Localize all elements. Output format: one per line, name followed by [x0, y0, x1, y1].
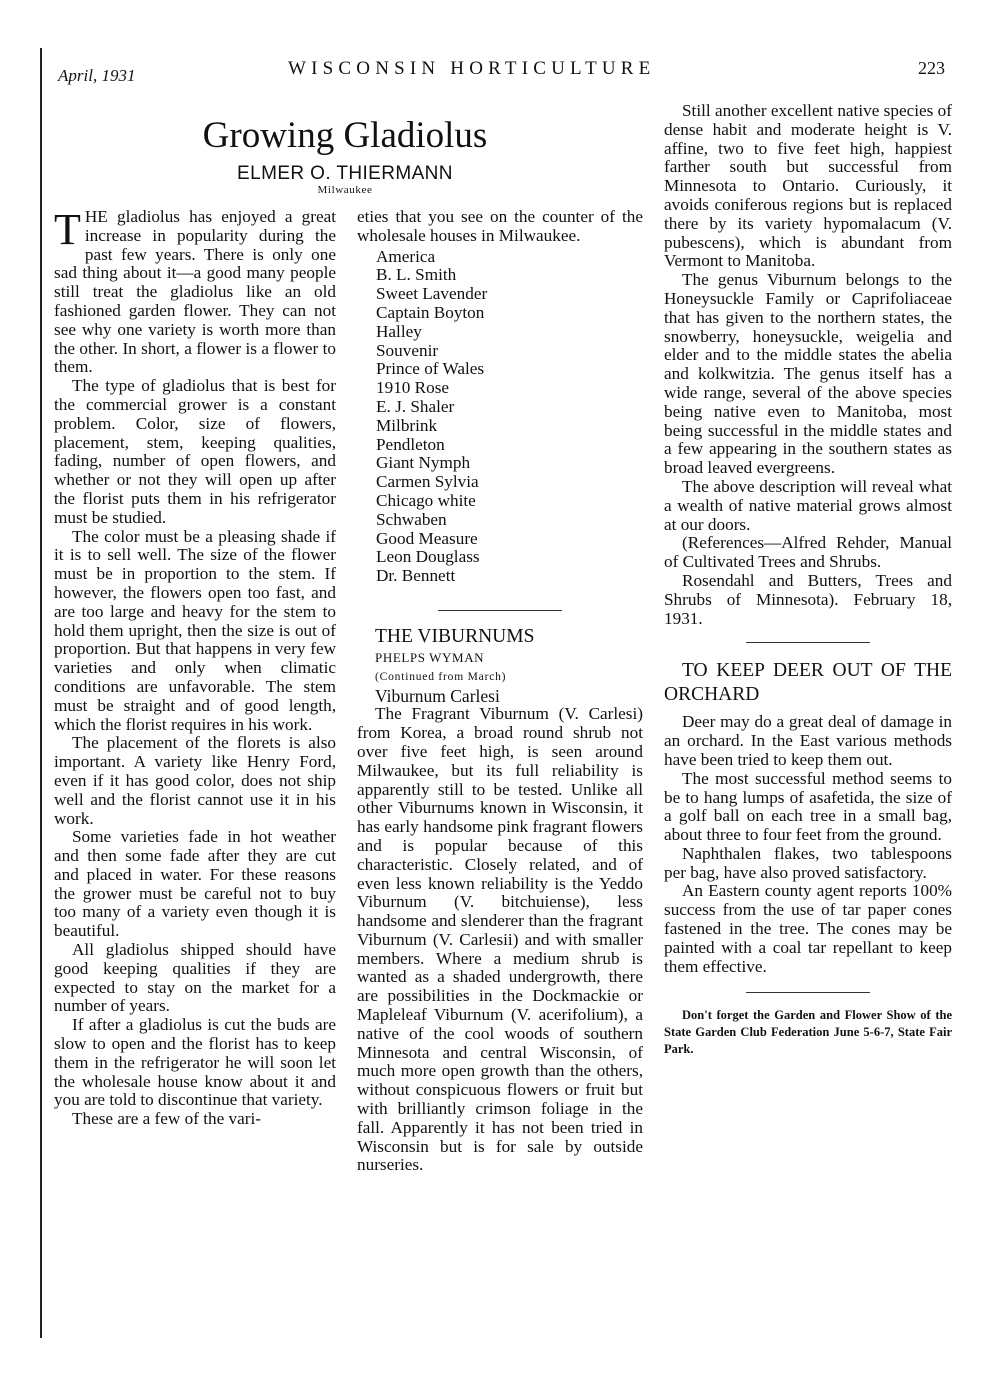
list-item: Leon Douglass	[376, 547, 480, 567]
list-item: Carmen Sylvia	[376, 472, 479, 492]
paragraph: The above description will reveal what a wealth of native material grows almost at our doors.	[664, 476, 952, 534]
column-right	[664, 102, 952, 1058]
continuation-note: (Continued from March)	[375, 670, 507, 683]
list-item: Dr. Bennett	[376, 566, 456, 586]
list-item: Prince of Wales	[376, 359, 485, 379]
list-item: B. L. Smith	[376, 265, 457, 285]
list-item: Captain Boyton	[376, 302, 485, 322]
drop-cap: T	[54, 205, 81, 254]
list-item: Halley	[376, 321, 422, 341]
section-divider	[746, 992, 870, 993]
column-left	[54, 205, 336, 1129]
paragraph: The genus Viburnum belongs to the Honeysuckle Family or Caprifoliaceae that has given to the northern states, the snowberry, honeysuckle, weigelia and elder and to the middle states the abelia and kolkwitzia. The genus itself has a wide range, several of the above species being native even to Manitoba, most being successful in the middle states and a few appearing in the southern states as broad leaved evergreens.	[664, 270, 952, 478]
list-item: Milbrink	[376, 415, 438, 435]
list-item: Sweet Lavender	[376, 284, 488, 304]
variety-list	[376, 248, 643, 586]
paragraph: An Eastern county agent reports 100% success from the use of tar paper cones fastened in the tree. The cones may be painted with a coal tar repellant to keep them effective.	[664, 881, 952, 976]
list-item: Schwaben	[376, 509, 447, 529]
list-item: Giant Nymph	[376, 453, 471, 473]
list-item: Chicago white	[376, 490, 476, 510]
issue-date: April, 1931	[58, 66, 136, 85]
paragraph: Deer may do a great deal of damage in an orchard. In the East various methods have been tried to keep them out.	[664, 712, 952, 769]
paragraph: The most successful method seems to be to hang lumps of asafetida, the size of a golf ball on each tree in a small bag, about three to four feet from the ground.	[664, 768, 952, 845]
list-item: Pendleton	[376, 434, 445, 454]
paragraph: Rosendahl and Butters, Trees and Shrubs of Minnesota). February 18, 1931.	[664, 570, 952, 628]
article-subtitle: Viburnum Carlesi	[375, 685, 500, 706]
article-title-viburnums: THE VIBURNUMS	[375, 625, 535, 647]
article-author-viburnums: PHELPS WYMAN	[375, 649, 485, 665]
journal-title: WISCONSIN HORTICULTURE	[288, 58, 656, 79]
paragraph: eties that you see on the counter of the wholesale houses in Milwaukee.	[357, 207, 643, 245]
article-title-deer: TO KEEP DEER OUT OF THE ORCHARD	[664, 660, 952, 706]
column-middle	[357, 208, 643, 1175]
paragraph: Still another excellent native species of dense habit and moderate height is V. affine, two to five feet high, happiest farther south but successful from Minnesota to Ontario. Curiously, it avoids coniferous regions but is replaced there by its variety hypomalacum (V. pubescens), which is abundant from Vermont to Manitoba.	[664, 101, 952, 271]
paragraph: The type of gladiolus that is best for the commercial grower is a constant problem. Color, size of flowers, placement, stem, keeping qualities, fading, number of open flowers, and whether or not they will open up after the florist puts them in his refrigerator must be studied.	[54, 376, 336, 527]
paragraph: All gladiolus shipped should have good keeping qualities if they are expected to stay on the market for a number of years.	[54, 940, 336, 1016]
article-title-gladiolus: Growing Gladiolus	[202, 115, 488, 156]
paragraph: The placement of the florets is also important. A variety like Henry Ford, even if it has good color, does not ship well and the florist cannot use it in his work.	[54, 733, 336, 828]
list-item: 1910 Rose	[376, 378, 450, 398]
paragraph: (References—Alfred Rehder, Manual of Cultivated Trees and Shrubs.	[664, 533, 952, 572]
paragraph: Naphthalen flakes, two tablespoons per bag, have also proved satisfactory.	[664, 843, 952, 882]
page-edge-rule	[40, 48, 42, 1338]
section-divider	[438, 610, 562, 611]
list-item: America	[376, 246, 436, 266]
paragraph: If after a gladiolus is cut the buds are slow to open and the florist has to keep them in the refrigerator he will soon let the wholesale house know about it and you are told to discontinue that variety.	[54, 1015, 336, 1110]
list-item: Good Measure	[376, 528, 478, 548]
list-item: E. J. Shaler	[376, 396, 455, 416]
paragraph: THE gladiolus has enjoyed a great increase in popularity during the past few years. There is only one sad thing about it—a good many people still treat the gladiolus like an old fashioned garden flower. They can not see why one variety is worth more than the other. In short, a flower is a flower to them.	[54, 205, 336, 377]
article-location: Milwaukee	[317, 184, 373, 196]
article-author-gladiolus: ELMER O. THIERMANN	[237, 163, 453, 184]
paragraph: The color must be a pleasing shade if it is to sell well. The size of the flower must be in proportion to the stem. If however, the flowers open too fast, and are too large and heavy for the stem to hold them upright, then the size is out of proportion. But that happens in very few varieties and only when climatic conditions are unfavorable. The stem must be straight and of good length, which the florist requires in his work.	[54, 526, 336, 734]
section-divider	[746, 642, 870, 643]
list-item: Souvenir	[376, 340, 439, 360]
event-notice: Don't forget the Garden and Flower Show of the State Garden Club Federation June 5-6-7, State Fair Park.	[664, 1008, 952, 1057]
paragraph: Some varieties fade in hot weather and then some fade after they are cut and placed in water. For these reasons the grower must be careful not to buy too many of a variety even though it is beautiful.	[54, 827, 336, 941]
paragraph: The Fragrant Viburnum (V. Carlesi) from Korea, a broad round shrub not over five feet high, is seen around Milwaukee, but its full reliability is apparently still to be tested. Unlike all other Viburnums known in Wisconsin, it has early handsome pink fragrant flowers and is popular because of this characteristic. Closely related, and of even less known reliability is the Yeddo Viburnum (V. bitchuiense), less handsome and slenderer than the fragrant Viburnum (V. Carlesii) and with smaller members. Where a medium shrub is wanted as a shaded undergrowth, there are possibilities in the Dockmackie or Mapleleaf Viburnum (V. acerifolium), a native of the cool woods of southern Minnesota and central Wisconsin, of much more open growth than the others, without conspicuous flowers or fruit but with brilliantly crimson foliage in the fall. Apparently it has not been tried in Wisconsin but is for sale by outside nurseries.	[357, 704, 643, 1175]
paragraph: These are a few of the vari-	[72, 1109, 261, 1129]
page-number: 223	[918, 58, 945, 78]
